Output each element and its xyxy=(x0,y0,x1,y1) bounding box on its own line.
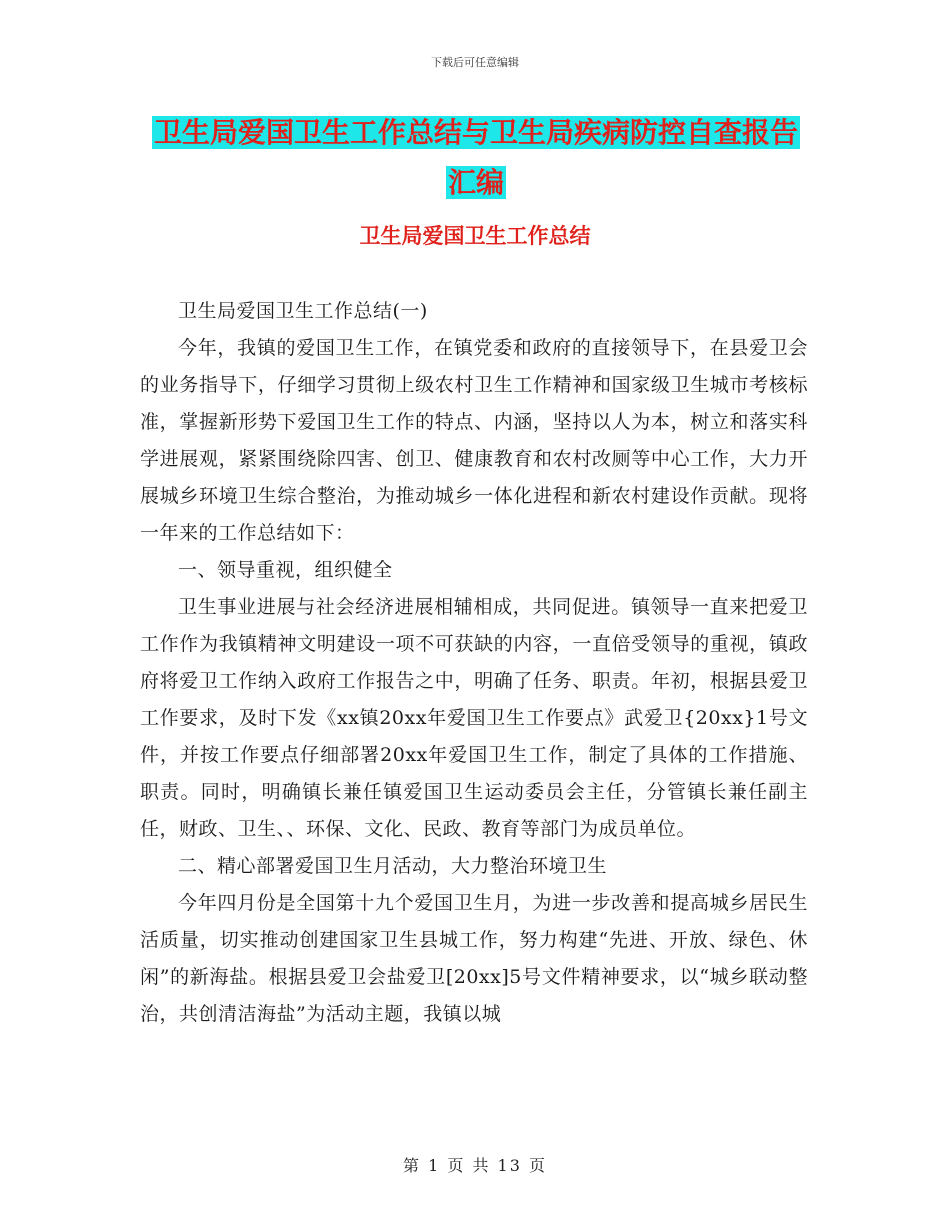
page-header-note: 下载后可任意编辑 xyxy=(431,56,519,69)
body-paragraph: 卫生事业进展与社会经济进展相辅相成，共同促进。镇领导一直来把爱卫工作作为我镇精神文明建设一项不可获缺的内容，一直倍受领导的重视，镇政府将爱卫工作纳入政府工作报告之中，明确了任务、职责。年初，根据县爱卫工作要求，及时下发《xx镇20xx年爱国卫生工作要点》武爱卫{20xx}1号文件，并按工作要点仔细部署20xx年爱国卫生工作，制定了具体的工作措施、职责。同时，明确镇长兼任镇爱国卫生运动委员会主任，分管镇长兼任副主任，财政、卫生、、环保、文化、民政、教育等部门为成员单位。 xyxy=(140,596,808,840)
document-title xyxy=(140,108,812,208)
body-paragraph: 今年四月份是全国第十九个爱国卫生月，为进一步改善和提高城乡居民生活质量，切实推动创建国家卫生县城工作，努力构建“先进、开放、绿色、休闲”的新海盐。根据县爱卫会盐爱卫[20xx]5号文件精神要求，以“城乡联动整治，共创清洁海盐”为活动主题，我镇以城 xyxy=(140,892,808,1025)
document-title-line-1: 卫生局爱国卫生工作总结与卫生局疾病防控自查报告 xyxy=(153,116,798,149)
section-title: 卫生局爱国卫生工作总结 xyxy=(359,224,591,248)
document-title-line-2: 汇编 xyxy=(447,166,504,199)
document-body xyxy=(140,293,808,1033)
page-number-footer: 第 1 页 共 13 页 xyxy=(403,1156,547,1175)
body-paragraph: 一、领导重视，组织健全 xyxy=(178,559,393,581)
body-paragraph: 今年，我镇的爱国卫生工作，在镇党委和政府的直接领导下，在县爱卫会的业务指导下，仔细学习贯彻上级农村卫生工作精神和国家级卫生城市考核标准，掌握新形势下爱国卫生工作的特点、内涵，坚持以人为本，树立和落实科学进展观，紧紧围绕除四害、创卫、健康教育和农村改厕等中心工作，大力开展城乡环境卫生综合整治，为推动城乡一体化进程和新农村建设作贡献。现将一年来的工作总结如下： xyxy=(140,337,808,544)
body-paragraph: 卫生局爱国卫生工作总结(一) xyxy=(178,300,428,322)
body-paragraph: 二、精心部署爱国卫生月活动，大力整治环境卫生 xyxy=(178,855,608,877)
